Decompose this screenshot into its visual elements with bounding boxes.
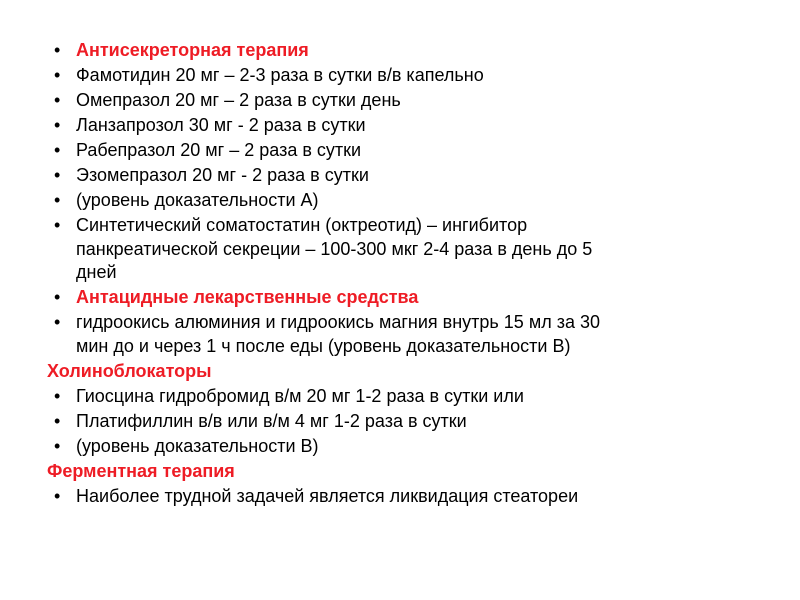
list-item-evidence-b: [48, 435, 780, 459]
bullet: •: [54, 65, 61, 85]
bullet: •: [54, 287, 61, 307]
list-item-text: Ланзапрозол 30 мг - 2 раза в сутки: [76, 115, 366, 135]
bullet: •: [54, 215, 61, 235]
antisecretory-heading: Антисекреторная терапия: [76, 40, 309, 60]
list-item-aluminium-magnesium: [48, 311, 780, 358]
bullet: •: [54, 90, 61, 110]
list-item-somatostatin: [48, 214, 780, 285]
antacids-heading-item: [48, 286, 780, 310]
list-item-lansoprazole: [48, 114, 780, 138]
anticholinergics-heading: Холиноблокаторы: [47, 360, 212, 381]
list-item-text: (уровень доказательности В): [76, 435, 319, 456]
bullet: •: [54, 410, 61, 431]
antacids-heading: Антацидные лекарственные средства: [76, 287, 419, 307]
list-item-line: мин до и через 1 ч после еды (уровень доказательности В): [76, 335, 571, 356]
list-item-text: (уровень доказательности А): [76, 190, 319, 210]
list-item-text: Омепразол 20 мг – 2 раза в сутки день: [76, 90, 401, 110]
bullet: •: [54, 385, 61, 406]
list-item-line: панкреатической секреции – 100-300 мкг 2-4 раза в день до 5: [76, 238, 593, 259]
bullet: •: [54, 485, 61, 506]
list-item-rabeprazole: [48, 139, 780, 163]
list-item-omeprazole: [48, 89, 780, 113]
list-item-text: Наиболее трудной задачей является ликвидация стеатореи: [76, 485, 579, 506]
bullet: •: [54, 312, 61, 332]
list-item-line: дней: [76, 262, 117, 282]
list-item-platyphylline: [48, 410, 780, 434]
list-item-hyoscine: [48, 385, 780, 409]
list-item-line: гидроокись алюминия и гидроокись магния внутрь 15 мл за 30: [76, 312, 600, 332]
bullet: •: [54, 40, 61, 60]
list-item-famotidine: [48, 64, 780, 88]
list-item-steatorrhea: [48, 485, 780, 509]
list-item-text: Фамотидин 20 мг – 2-3 раза в сутки в/в капельно: [76, 65, 484, 85]
list-item-text: Гиосцина гидробромид в/м 20 мг 1-2 раза в сутки или: [76, 385, 524, 406]
list-item-evidence-a: [48, 189, 780, 213]
list-item-text: Рабепразол 20 мг – 2 раза в сутки: [76, 140, 362, 160]
bullet: •: [54, 190, 61, 210]
antisecretory-heading-item: [48, 39, 780, 63]
enzyme-therapy-heading: Ферментная терапия: [47, 460, 235, 481]
list-item-text: Платифиллин в/в или в/м 4 мг 1-2 раза в сутки: [76, 410, 467, 431]
bullet: •: [54, 140, 61, 160]
bullet: •: [54, 435, 61, 456]
list-item-esomeprazole: [48, 164, 780, 188]
list-item-line: Синтетический соматостатин (октреотид) – ингибитор: [76, 215, 528, 235]
list-item-text: Эзомепразол 20 мг - 2 раза в сутки: [76, 165, 369, 185]
bullet: •: [54, 165, 61, 185]
bullet: •: [54, 115, 61, 135]
